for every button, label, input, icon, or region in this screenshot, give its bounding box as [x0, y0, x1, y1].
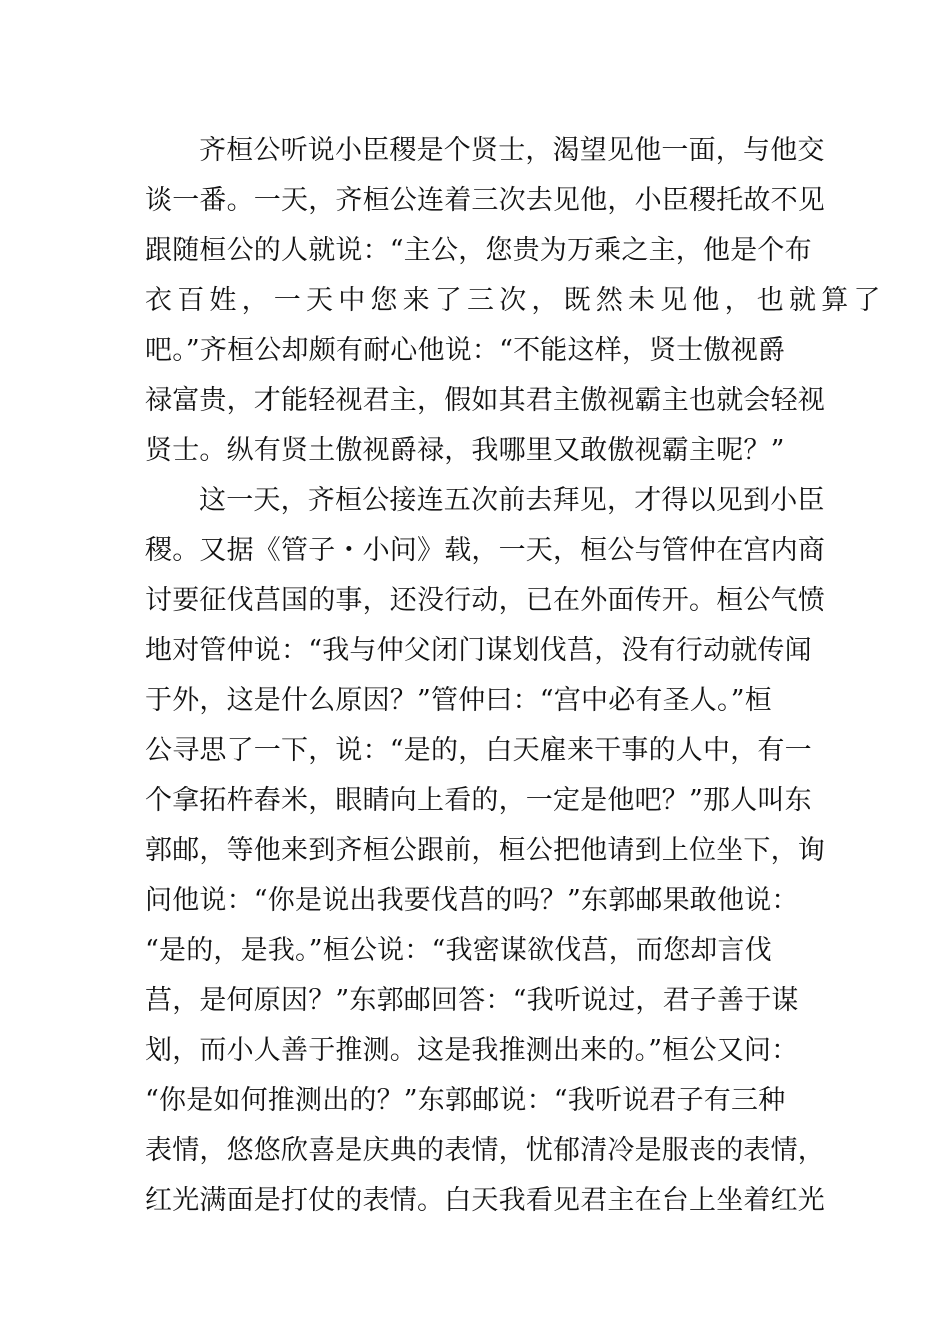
text-line: 贤士。纵有贤土傲视爵禄，我哪里又敢傲视霸主呢？” — [145, 435, 785, 466]
text-line: 跟随桓公的人就说：“主公，您贵为万乘之主，他是个布 — [145, 235, 812, 266]
text-line: 红光满面是打仗的表情。白天我看见君主在台上坐着红光 — [145, 1185, 825, 1216]
text-line: 郭邮，等他来到齐桓公跟前，桓公把他请到上位坐下，询 — [145, 835, 825, 866]
text-line: 莒，是何原因？”东郭邮回答：“我听说过，君子善于谋 — [145, 985, 799, 1016]
text-line: 稷。又据《管子・小问》载，一天，桓公与管仲在宫内商 — [145, 535, 825, 566]
text-line: 谈一番。一天，齐桓公连着三次去见他，小臣稷托故不见 — [145, 185, 825, 216]
text-line: 禄富贵，才能轻视君主，假如其君主傲视霸主也就会轻视 — [145, 385, 825, 416]
text-line: 划，而小人善于推测。这是我推测出来的。”桓公又问： — [145, 1035, 799, 1066]
text-line: 地对管仲说：“我与仲父闭门谋划伐莒，没有行动就传闻 — [145, 635, 812, 666]
text-line: “是的，是我。”桓公说：“我密谋欲伐莒，而您却言伐 — [145, 935, 772, 966]
text-line: 齐桓公听说小臣稷是个贤士，渴望见他一面，与他交 — [199, 135, 825, 166]
text-line: 个拿拓杵舂米，眼睛向上看的，一定是他吧？”那人叫东 — [145, 785, 812, 816]
text-line: 问他说：“你是说出我要伐莒的吗？”东郭邮果敢他说： — [145, 885, 799, 916]
text-line: “你是如何推测出的？”东郭邮说：“我听说君子有三种 — [145, 1085, 786, 1116]
text-line: 公寻思了一下，说：“是的，白天雇来干事的人中，有一 — [145, 735, 812, 766]
text-line: 衣百姓，一天中您来了三次，既然未见他，也就算了 — [145, 285, 886, 316]
text-line: 表情，悠悠欣喜是庆典的表情，忧郁清冷是服丧的表情， — [145, 1135, 825, 1166]
text-line: 吧。”齐桓公却颇有耐心他说：“不能这样，贤士傲视爵 — [145, 335, 786, 366]
body-text — [145, 126, 886, 1226]
text-line: 讨要征伐莒国的事，还没行动，已在外面传开。桓公气愤 — [145, 585, 825, 616]
text-line: 于外，这是什么原因？”管仲曰：“宫中必有圣人。”桓 — [145, 685, 772, 716]
text-line: 这一天，齐桓公接连五次前去拜见，才得以见到小臣 — [199, 485, 825, 516]
